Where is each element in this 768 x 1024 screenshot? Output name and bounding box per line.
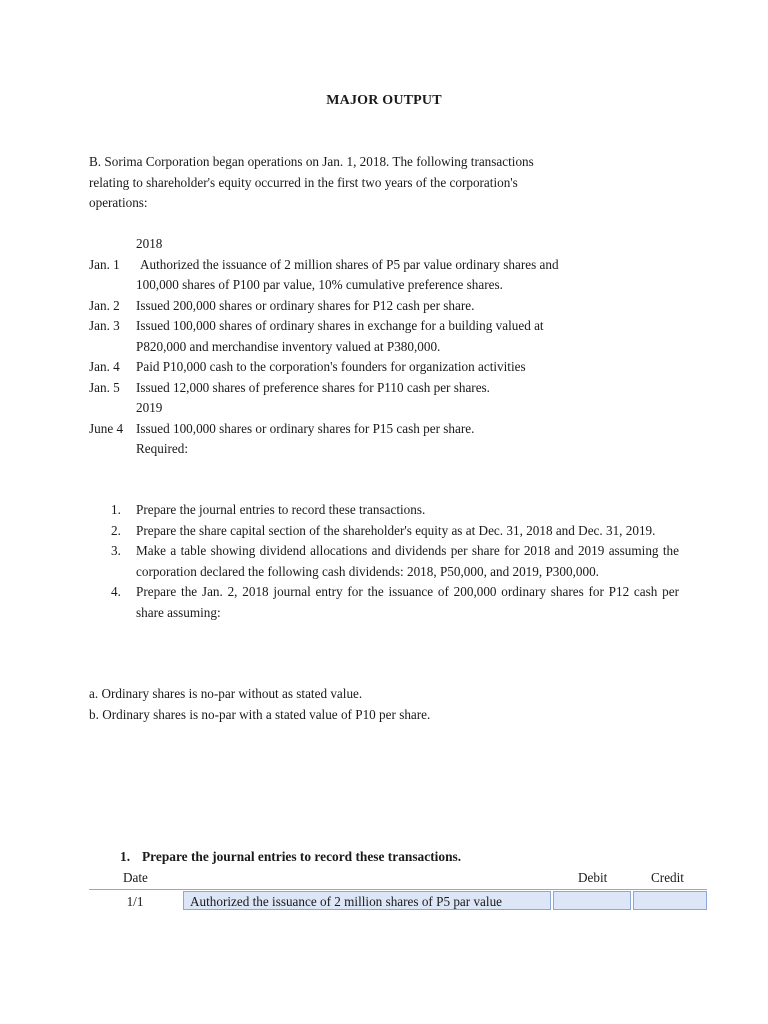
requirement-text: Prepare the share capital section of the shareholder's equity as at Dec. 31, 2018 and Dec. 31, 2019. <box>136 522 656 538</box>
transaction-date: Jan. 2 <box>89 297 120 313</box>
section-title: Prepare the journal entries to record these transactions. <box>142 849 462 864</box>
transaction-text: Issued 100,000 shares or ordinary shares for P15 cash per share. <box>136 420 475 436</box>
assumption-item: a. Ordinary shares is no-par without as stated value. <box>89 686 363 701</box>
transaction-row <box>89 439 689 460</box>
transaction-text: Required: <box>136 441 189 456</box>
requirement-number: 1. <box>111 502 121 517</box>
assumptions-list <box>89 684 430 725</box>
journal-date-cell: 1/1 <box>126 894 144 909</box>
transaction-row <box>89 275 689 296</box>
section-heading <box>120 849 461 865</box>
requirement-text: Prepare the Jan. 2, 2018 journal entry for the issuance of 200,000 ordinary shares for P12 cash per share assuming: <box>136 584 679 620</box>
requirement-text: Prepare the journal entries to record these transactions. <box>136 502 426 517</box>
transaction-text: Issued 12,000 shares of preference shares for P110 cash per shares. <box>136 379 490 395</box>
transaction-row <box>89 296 689 317</box>
intro-line: relating to shareholder's equity occurred in the first two years of the corporation's <box>89 174 518 190</box>
transaction-row <box>89 398 689 419</box>
transaction-date: Jan. 4 <box>89 359 120 374</box>
transaction-date: Jan. 5 <box>89 379 120 395</box>
requirement-item <box>89 541 679 582</box>
transaction-text: 2019 <box>136 400 163 415</box>
section-number: 1. <box>120 849 131 864</box>
requirement-number: 2. <box>111 522 121 538</box>
transaction-date: Jan. 3 <box>89 318 120 333</box>
requirement-item <box>89 521 679 542</box>
intro-line: B. Sorima Corporation began operations on Jan. 1, 2018. The following transactions <box>89 154 534 169</box>
requirement-item <box>89 582 679 623</box>
transaction-date: June 4 <box>89 420 124 436</box>
column-header-credit: Credit <box>651 870 684 885</box>
requirement-number: 4. <box>111 584 121 599</box>
intro-paragraph <box>89 152 609 214</box>
column-header-date: Date <box>123 870 148 885</box>
journal-credit-cell[interactable] <box>633 891 707 910</box>
transaction-text: 2018 <box>136 236 163 251</box>
journal-table-row <box>89 889 707 911</box>
journal-debit-cell[interactable] <box>553 891 631 910</box>
assumption-item: b. Ordinary shares is no-par with a stated value of P10 per share. <box>89 706 431 722</box>
requirement-text: Make a table showing dividend allocations and dividends per share for 2018 and 2019 assuming the corporation declared the following cash dividends: 2018, P50,000, and 2019, P300,000. <box>136 543 679 579</box>
transactions-list <box>89 234 689 460</box>
transaction-row <box>89 337 689 358</box>
transaction-text: Paid P10,000 cash to the corporation's founders for organization activities <box>136 359 526 374</box>
transaction-row <box>89 316 689 337</box>
transaction-row <box>89 378 689 399</box>
column-header-debit: Debit <box>578 870 608 885</box>
requirements-list <box>89 500 679 623</box>
transaction-row <box>89 357 689 378</box>
transaction-text: P820,000 and merchandise inventory valued at P380,000. <box>136 338 441 354</box>
transaction-row <box>89 234 689 255</box>
intro-line: operations: <box>89 195 148 210</box>
transaction-text: Authorized the issuance of 2 million shares of P5 par value ordinary shares and <box>140 256 559 272</box>
transaction-text: Issued 100,000 shares of ordinary shares in exchange for a building valued at <box>136 318 544 333</box>
transaction-row <box>89 255 689 276</box>
requirement-number: 3. <box>111 543 121 558</box>
transaction-text: Issued 200,000 shares or ordinary shares for P12 cash per share. <box>136 297 475 313</box>
journal-description-cell[interactable]: Authorized the issuance of 2 million shares of P5 par value <box>183 891 551 910</box>
requirement-item <box>89 500 679 521</box>
transaction-date: Jan. 1 <box>89 256 120 272</box>
transaction-text: 100,000 shares of P100 par value, 10% cumulative preference shares. <box>136 277 503 292</box>
page-title: MAJOR OUTPUT <box>326 93 442 108</box>
transaction-row <box>89 419 689 440</box>
